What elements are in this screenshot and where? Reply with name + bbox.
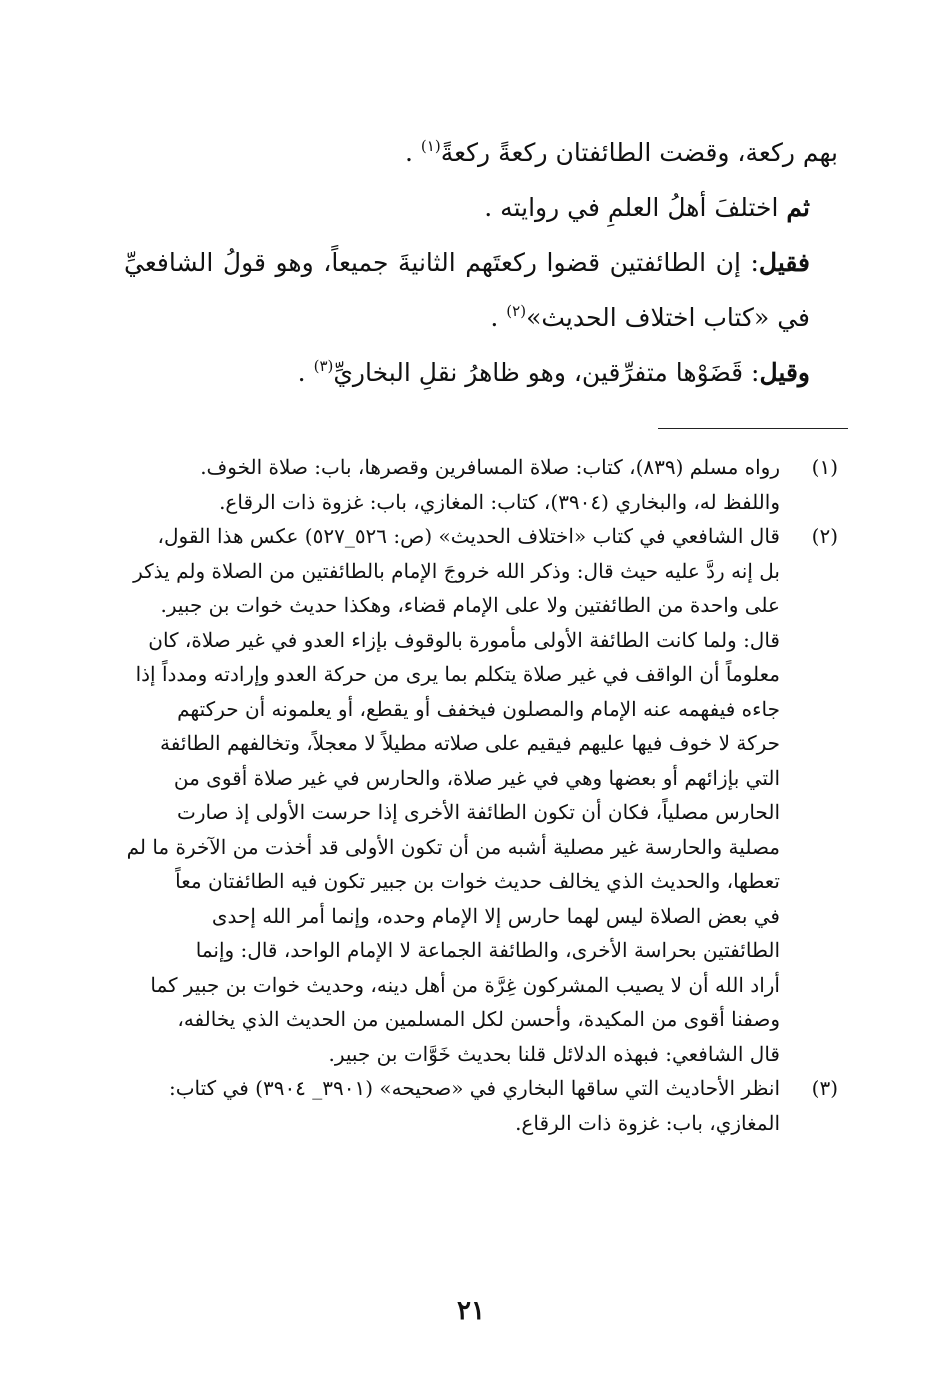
paragraph-2 bbox=[124, 180, 838, 235]
page-number: ٢١ bbox=[457, 1296, 485, 1326]
footnote-2-line: بل إنه ردَّ عليه حيث قال: وذكر الله خروجَ الإمام بالطائفتين من الصلاة ولم يذكر bbox=[133, 558, 780, 583]
footnote-ref-1[interactable]: (١) bbox=[420, 137, 441, 155]
footnote-2-number: (٢) bbox=[811, 524, 838, 548]
paragraph-3 bbox=[124, 235, 838, 345]
paragraph-1 bbox=[124, 125, 838, 180]
footnote-3-number: (٣) bbox=[811, 1076, 838, 1100]
footnote-2-line: التي بإزائهم أو بعضها وهي في غير صلاة، والحارس في غير صلاة أقوى من bbox=[173, 765, 780, 790]
footnote-separator bbox=[658, 428, 848, 429]
main-text bbox=[124, 125, 838, 400]
footnote-2 bbox=[104, 519, 838, 1071]
footnote-2-line: في بعض الصلاة ليس لهما حارس إلا الإمام وحده، وإنما أمر الله إحدى bbox=[211, 903, 780, 928]
paragraph-3-lead: فقيل bbox=[758, 248, 810, 277]
footnote-2-line: الطائفتين بحراسة الأخرى، والطائفة الجماعة لا الإمام الواحد، قال: وإنما bbox=[195, 938, 780, 962]
footnote-1-number: (١) bbox=[811, 455, 838, 479]
footnote-3-line: المغازي، باب: غزوة ذات الرقاع. bbox=[515, 1110, 780, 1135]
footnote-2-line: على واحدة من الطائفتين ولا على الإمام قضاء، وهكذا حديث خوات بن جبير. bbox=[160, 593, 780, 617]
paragraph-2-lead: ثم bbox=[786, 193, 810, 222]
paragraph-1-end: . bbox=[405, 138, 421, 167]
footnote-2-line: حركة لا خوف فيها عليهم فيقيم على صلاته مطيلاً لا معجلاً، وتخالفهم الطائفة bbox=[160, 731, 780, 755]
footnote-2-line: وصفنا أقوى من المكيدة، وأحسن لكل المسلمين من الحديث الذي يخالفه، bbox=[177, 1007, 780, 1031]
paragraph-1-text: بهم ركعة، وقضت الطائفتان ركعةً ركعةً bbox=[440, 138, 838, 167]
paragraph-3-end: . bbox=[490, 303, 507, 332]
footnote-3-line: انظر الأحاديث التي ساقها البخاري في «صحيحه» (٣٩٠١_ ٣٩٠٤) في كتاب: bbox=[168, 1076, 780, 1100]
paragraph-4-lead: وقيل bbox=[759, 358, 810, 387]
footnote-1-line: واللفظ له، والبخاري (٣٩٠٤)، كتاب: المغازي، باب: غزوة ذات الرقاع. bbox=[219, 489, 780, 514]
footnote-2-line: قال الشافعي في كتاب «اختلاف الحديث» (ص: ٥٢٦_٥٢٧) عكس هذا القول، bbox=[157, 524, 780, 548]
footnotes bbox=[104, 450, 838, 1140]
footnote-2-line: مصلية والحارسة غير مصلية أشبه من أن تكون الأولى قد أخذت من الآخرة ما لم bbox=[126, 834, 780, 859]
footnote-2-line: أراد الله أن لا يصيب المشركون غِرَّة من أهل دينه، وحديث خوات بن جبير كما bbox=[150, 972, 780, 997]
footnote-2-line: قال الشافعي: فبهذه الدلائل قلنا بحديث خَوَّات بن جبير. bbox=[328, 1041, 780, 1066]
footnote-2-line: معلوماً أن الواقف في غير صلاة يتكلم بما يرى من حركة العدو وإرادته ومدداً إذا bbox=[135, 662, 780, 686]
footnote-2-line: تعطها، والحديث الذي يخالف حديث خوات بن جبير تكون فيه الطائفتان معاً bbox=[175, 869, 780, 893]
paragraph-4-text: : قَضَوْها متفرِّقين، وهو ظاهرُ نقلِ البخاريِّ bbox=[333, 358, 760, 387]
footnote-ref-3[interactable]: (٣) bbox=[313, 357, 334, 375]
footnote-3 bbox=[104, 1071, 838, 1140]
footnote-1-line: رواه مسلم (٨٣٩)، كتاب: صلاة المسافرين وقصرها، باب: صلاة الخوف. bbox=[200, 455, 780, 479]
paragraph-2-text: اختلفَ أهلُ العلمِ في روايته . bbox=[484, 193, 787, 222]
footnote-1 bbox=[104, 450, 838, 519]
footnote-2-line: جاءه فيفهمه عنه الإمام والمصلون فيخفف أو يقطع، أو يعلمونه أن حركتهم bbox=[177, 696, 780, 721]
paragraph-3-text: : إن الطائفتين قضوا ركعتَهم الثانيةَ جميعاً، وهو قولُ الشافعيِّ في «كتاب اختلاف الحديث» bbox=[124, 248, 810, 332]
footnote-ref-2[interactable]: (٢) bbox=[506, 302, 527, 320]
footnote-2-line: الحارس مصلياً، فكان أن تكون الطائفة الأخرى إذا حرست الأولى إذ صارت bbox=[177, 800, 780, 824]
paragraph-4 bbox=[124, 345, 838, 400]
footnote-2-line: قال: ولما كانت الطائفة الأولى مأمورة بالوقوف بإزاء العدو في غير صلاة، كان bbox=[148, 627, 780, 652]
paragraph-4-end: . bbox=[297, 358, 314, 387]
